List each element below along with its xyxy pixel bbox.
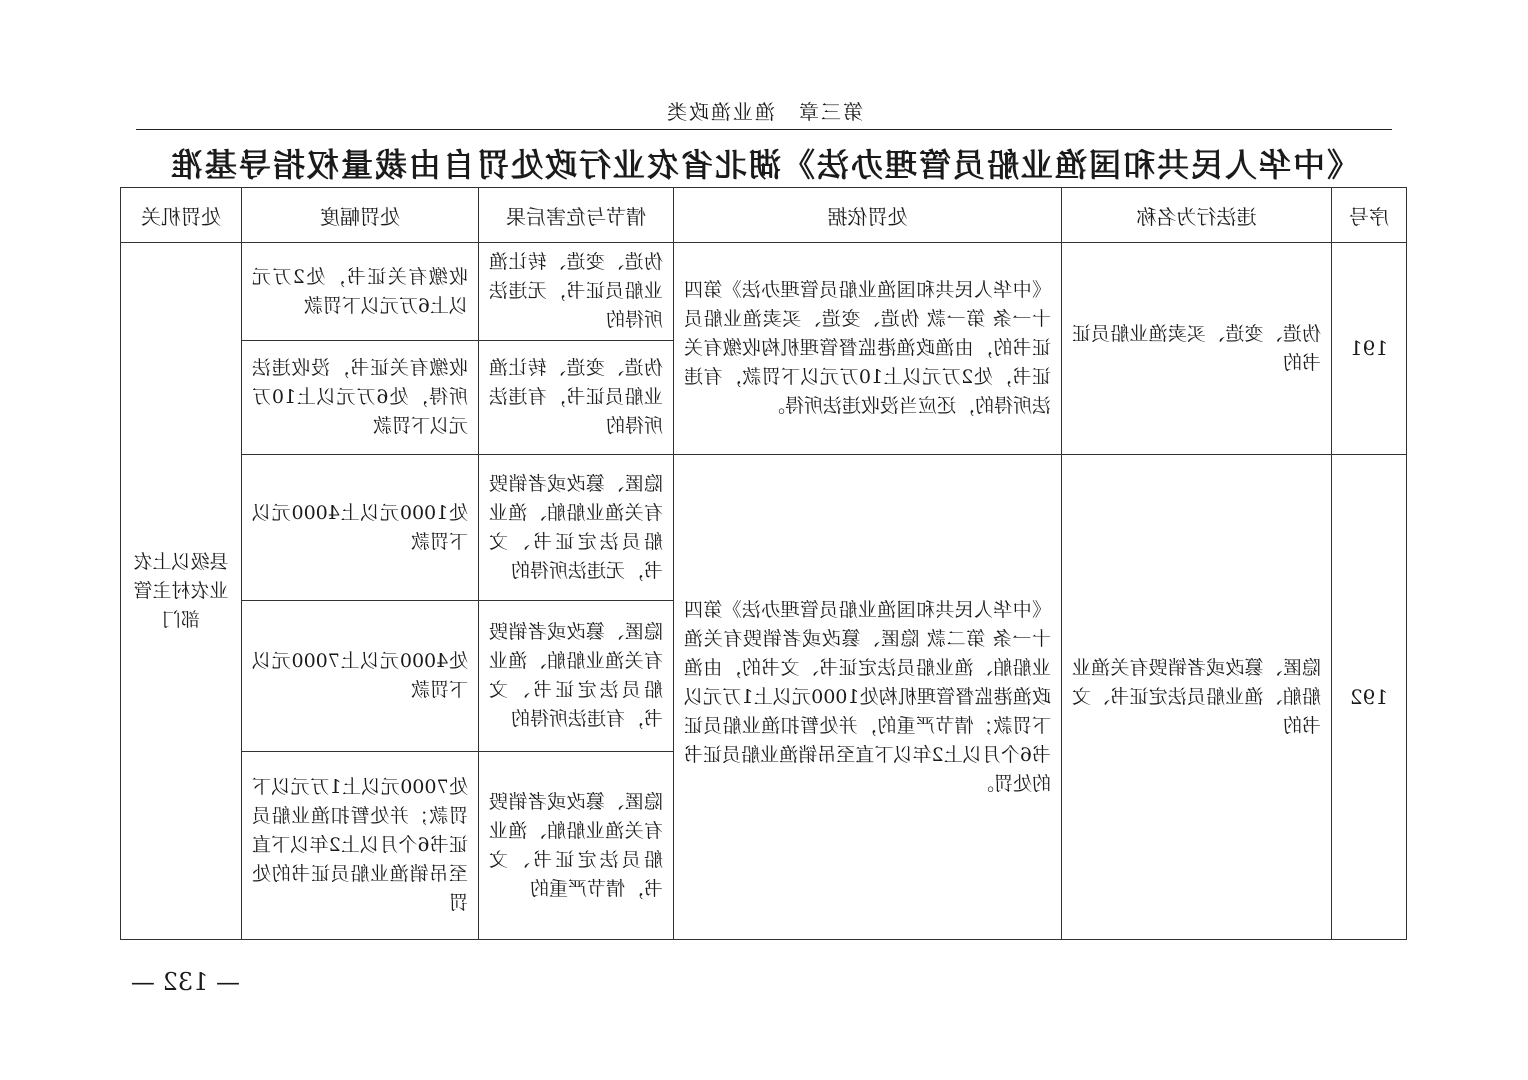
- cell-basis: 《中华人民共和国渔业船员管理办法》第四十一条 第一款 伪造、变造、买卖渔业船员证书的，由渔政渔港监督管理机构收缴有关证书，处2万元以上10万元以下罚款，有违法所得的，还应当没收违法所得。: [674, 243, 1062, 455]
- col-header-circumstance: 情节与危害后果: [479, 188, 674, 243]
- col-header-range: 处罚幅度: [242, 188, 479, 243]
- cell-seq: 192: [1332, 455, 1407, 940]
- running-header: 第三章 渔业渔政类: [665, 100, 863, 124]
- cell-range: 收缴有关证书，没收违法所得，处6万元以上10万元以下罚款: [242, 341, 479, 455]
- col-header-basis: 处罚依据: [674, 188, 1062, 243]
- document-title: 《中华人民共和国渔业船员管理办法》湖北省农业行政处罚自由裁量权指导基准: [169, 146, 1360, 184]
- col-header-authority: 处罚机关: [121, 188, 242, 243]
- col-header-violation: 违法行为名称: [1062, 188, 1332, 243]
- cell-violation: 隐匿、篡改或者销毁有关渔业船舶、渔业船员法定证书、文书的: [1062, 455, 1332, 940]
- cell-violation: 伪造、变造、买卖渔业船员证书的: [1062, 243, 1332, 455]
- cell-circumstance: 伪造、变造、转让渔业船员证书，有违法所得的: [479, 341, 674, 455]
- cell-authority: 县级以上农业农村主管部门: [121, 243, 242, 940]
- cell-range: 处4000元以上7000元以下罚款: [242, 601, 479, 752]
- table-row: [121, 243, 1407, 341]
- col-header-seq: 序号: [1332, 188, 1407, 243]
- cell-range: 处7000元以上1万元以下罚款；并处暂扣渔业船员证书6个月以上2年以下直至吊销渔业船员证书的处罚: [242, 752, 479, 940]
- cell-range: 处1000元以上4000元以下罚款: [242, 455, 479, 601]
- header-divider: [136, 129, 1392, 130]
- table-row: [121, 455, 1407, 601]
- cell-circumstance: 隐匿、篡改或者销毁有关渔业船舶、渔业船员法定证书、文书，有违法所得的: [479, 601, 674, 752]
- cell-circumstance: 伪造、变造、转让渔业船员证书，无违法所得的: [479, 243, 674, 341]
- cell-seq: 191: [1332, 243, 1407, 455]
- cell-circumstance: 隐匿、篡改或者销毁有关渔业船舶、渔业船员法定证书、文书，无违法所得的: [479, 455, 674, 601]
- cell-basis: 《中华人民共和国渔业船员管理办法》第四十一条 第二款 隐匿、篡改或者销毁有关渔业船舶、渔业船员法定证书、文书的，由渔政渔港监督管理机构处1000元以上1万元以下罚款；情节严重的，并处暂扣渔业船员证书6个月以上2年以下直至吊销渔业船员证书的处罚。: [674, 455, 1062, 940]
- cell-range: 收缴有关证书，处2万元以上6万元以下罚款: [242, 243, 479, 341]
- page-number: — 132 —: [130, 968, 240, 996]
- cell-circumstance: 隐匿、篡改或者销毁有关渔业船舶、渔业船员法定证书、文书，情节严重的: [479, 752, 674, 940]
- table-header-row: [121, 188, 1407, 243]
- penalty-table: [120, 187, 1407, 940]
